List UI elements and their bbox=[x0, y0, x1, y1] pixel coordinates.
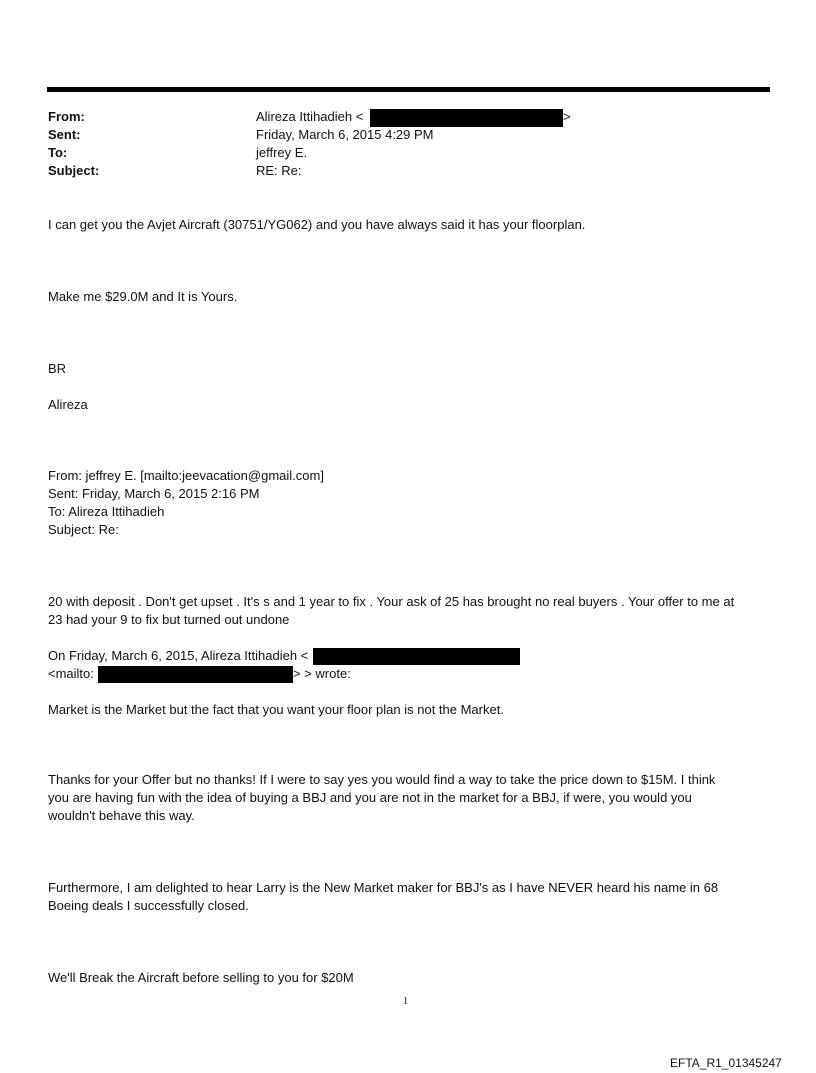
from-value-tail: > bbox=[563, 109, 571, 124]
from-value: Alireza Ittihadieh < bbox=[256, 109, 364, 124]
page-number: 1 bbox=[403, 996, 408, 1007]
subject-value: RE: Re: bbox=[256, 163, 302, 178]
mailto-suffix: > > wrote: bbox=[293, 666, 351, 681]
redaction-on-email bbox=[313, 648, 520, 665]
quoted-paragraph-3-line-2: Boeing deals I successfully closed. bbox=[48, 898, 249, 913]
quoted-paragraph-1: Market is the Market but the fact that you want your floor plan is not the Market. bbox=[48, 702, 504, 717]
mailto-prefix: <mailto: bbox=[48, 666, 94, 681]
sent-label: Sent: bbox=[48, 127, 81, 142]
reply-line-2: 23 had your 9 to fix but turned out undone bbox=[48, 612, 290, 627]
reply-line-1: 20 with deposit . Don't get upset . It's s and 1 year to fix . Your ask of 25 has brought no real buyers . Your offer to me at bbox=[48, 594, 735, 609]
subject-label: Subject: bbox=[48, 163, 100, 178]
body-signature: Alireza bbox=[48, 397, 88, 412]
sent-value: Friday, March 6, 2015 4:29 PM bbox=[256, 127, 434, 142]
quoted-sent: Sent: Friday, March 6, 2015 2:16 PM bbox=[48, 486, 260, 501]
quoted-from: From: jeffrey E. [mailto:jeevacation@gmail.com] bbox=[48, 468, 324, 483]
to-value: jeffrey E. bbox=[256, 145, 308, 160]
quoted-paragraph-4: We'll Break the Aircraft before selling to you for $20M bbox=[48, 970, 354, 985]
redaction-mailto bbox=[98, 666, 293, 683]
body-paragraph-2: Make me $29.0M and It is Yours. bbox=[48, 289, 238, 304]
document-id-footer: EFTA_R1_01345247 bbox=[670, 1056, 782, 1070]
quoted-subject: Subject: Re: bbox=[48, 522, 119, 537]
header-rule bbox=[47, 87, 770, 92]
quoted-paragraph-2-line-3: wouldn't behave this way. bbox=[48, 808, 195, 823]
quoted-to: To: Alireza Ittihadieh bbox=[48, 504, 165, 519]
body-signoff: BR bbox=[48, 361, 67, 376]
body-paragraph-1: I can get you the Avjet Aircraft (30751/YG062) and you have always said it has your floorplan. bbox=[48, 217, 586, 232]
on-date-line: On Friday, March 6, 2015, Alireza Ittihadieh < bbox=[48, 648, 309, 663]
from-label: From: bbox=[48, 109, 85, 124]
to-label: To: bbox=[48, 145, 68, 160]
redaction-from-email bbox=[370, 109, 563, 127]
quoted-paragraph-3-line-1: Furthermore, I am delighted to hear Larry is the New Market maker for BBJ's as I have NEVER heard his name in 68 bbox=[48, 880, 719, 895]
quoted-paragraph-2-line-2: you are having fun with the idea of buying a BBJ and you are not in the market for a BBJ, if were, you would you bbox=[48, 790, 692, 805]
quoted-paragraph-2-line-1: Thanks for your Offer but no thanks! If I were to say yes you would find a way to take the price down to $15M. I think bbox=[48, 772, 716, 787]
